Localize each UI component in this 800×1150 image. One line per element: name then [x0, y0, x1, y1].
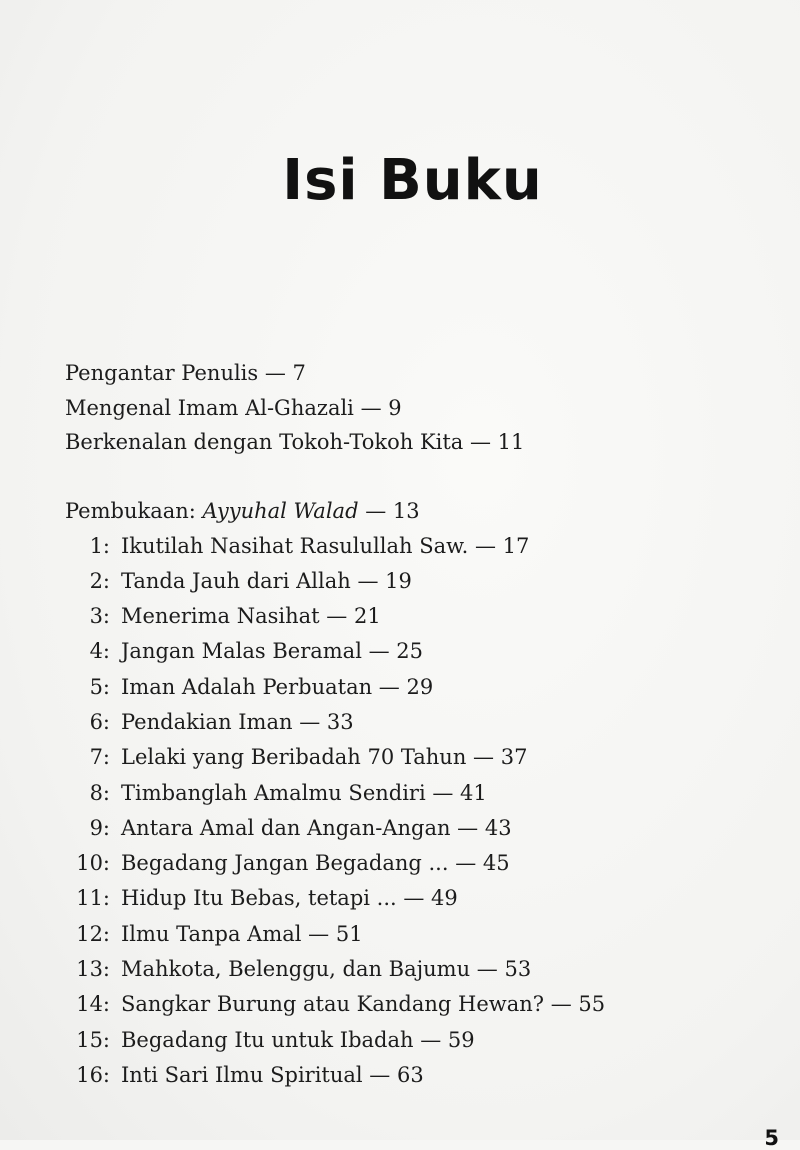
- chapter-title: Ilmu Tanpa Amal: [121, 921, 302, 946]
- chapter-page: 63: [396, 1062, 424, 1087]
- chapter-title: Iman Adalah Perbuatan: [121, 674, 373, 699]
- chapter-text: [110, 776, 487, 811]
- chapter-page: 59: [447, 1027, 475, 1052]
- chapter-page: 45: [482, 851, 510, 876]
- chapter-title: Lelaki yang Beribadah 70 Tahun: [121, 745, 467, 770]
- chapter-page: 37: [500, 745, 528, 770]
- toc-chapter-entry: [65, 776, 765, 811]
- chapter-number: 7:: [89, 745, 110, 770]
- entry-separator: —: [372, 674, 407, 699]
- chapter-number: 16:: [76, 1062, 110, 1087]
- entry-separator: —: [448, 851, 483, 876]
- chapter-text: [110, 705, 354, 740]
- toc-entry-pengantar: [65, 356, 765, 391]
- entry-separator: —: [353, 395, 389, 420]
- chapter-title: Begadang Jangan Begadang ...: [121, 851, 449, 876]
- chapter-number: 3:: [89, 604, 110, 629]
- entry-separator: —: [425, 780, 461, 805]
- toc-chapter-entry: [65, 670, 765, 705]
- entry-separator: —: [470, 957, 505, 982]
- chapter-title: Pendakian Iman: [121, 709, 293, 734]
- chapter-page: 43: [484, 815, 512, 840]
- chapter-number: 8:: [89, 780, 110, 805]
- chapter-number: 12:: [76, 921, 110, 946]
- chapter-page: 17: [502, 533, 530, 558]
- chapter-number: 10:: [76, 851, 110, 876]
- entry-separator: —: [350, 568, 386, 593]
- chapter-text: [110, 1058, 424, 1093]
- page-title: Isi Buku: [282, 148, 543, 213]
- chapter-number: 15:: [76, 1027, 110, 1052]
- chapter-text: [110, 987, 605, 1022]
- entry-separator: —: [301, 921, 336, 946]
- toc-chapter-entry: [65, 846, 765, 881]
- entry-title: Berkenalan dengan Tokoh-Tokoh Kita: [65, 430, 464, 454]
- chapter-number: 5:: [89, 674, 110, 699]
- chapter-title: Begadang Itu untuk Ibadah: [121, 1027, 414, 1052]
- chapter-number: 9:: [89, 815, 110, 840]
- toc-chapter-entry: [65, 634, 765, 669]
- spacer: [65, 460, 765, 495]
- chapter-text: [110, 634, 423, 669]
- entry-separator: —: [463, 430, 498, 454]
- table-of-contents: [65, 356, 765, 1093]
- chapter-page: 29: [406, 674, 434, 699]
- chapter-page: 33: [326, 709, 354, 734]
- entry-page: 7: [292, 361, 306, 385]
- entry-page: 11: [497, 430, 525, 454]
- chapter-number: 13:: [76, 957, 110, 982]
- chapter-title: Hidup Itu Bebas, tetapi ...: [121, 886, 397, 911]
- entry-separator: —: [466, 745, 501, 770]
- page-number: 5: [764, 1126, 779, 1150]
- chapter-title: Tanda Jauh dari Allah: [121, 568, 351, 593]
- chapter-title: Inti Sari Ilmu Spiritual: [121, 1062, 363, 1087]
- entry-title: Pengantar Penulis: [65, 361, 259, 385]
- chapter-number: 4:: [89, 639, 110, 664]
- chapter-text: [110, 917, 363, 952]
- entry-separator: —: [361, 639, 397, 664]
- chapter-text: [110, 952, 531, 987]
- chapter-page: 55: [578, 992, 606, 1017]
- entry-title-prefix: Pembukaan:: [65, 499, 203, 523]
- chapter-number: 1:: [89, 533, 110, 558]
- chapter-page: 19: [385, 568, 412, 593]
- entry-separator: —: [362, 1062, 397, 1087]
- chapter-text: [110, 1023, 475, 1058]
- entry-separator: —: [450, 815, 485, 840]
- toc-chapter-entry: [65, 811, 765, 846]
- entry-title-italic: Ayyuhal Walad: [202, 499, 359, 523]
- entry-page: 9: [388, 395, 402, 420]
- chapter-text: [110, 811, 512, 846]
- chapter-text: [110, 529, 529, 564]
- chapter-page: 21: [353, 604, 381, 629]
- entry-page: 13: [392, 499, 420, 523]
- toc-chapter-entry: [65, 705, 765, 740]
- chapter-text: [110, 881, 458, 916]
- toc-entry-mengenal: [65, 391, 765, 426]
- entry-separator: —: [544, 992, 579, 1017]
- toc-chapter-entry: [65, 952, 765, 987]
- chapter-number: 2:: [89, 568, 110, 593]
- chapter-title: Menerima Nasihat: [121, 604, 320, 629]
- chapter-title: Ikutilah Nasihat Rasulullah Saw.: [121, 533, 469, 558]
- chapter-text: [110, 599, 381, 634]
- chapter-number: 11:: [76, 886, 110, 911]
- toc-chapter-entry: [65, 740, 765, 775]
- entry-title: Mengenal Imam Al-Ghazali: [65, 395, 354, 420]
- entry-separator: —: [413, 1027, 448, 1052]
- toc-chapter-entry: [65, 1058, 765, 1093]
- chapter-page: 49: [431, 886, 458, 911]
- chapter-title: Jangan Malas Beramal: [121, 639, 362, 664]
- chapter-text: [110, 670, 433, 705]
- chapter-page: 51: [335, 921, 363, 946]
- chapter-text: [110, 740, 527, 775]
- chapter-text: [110, 846, 510, 881]
- toc-chapter-entry: [65, 1023, 765, 1058]
- toc-chapter-entry: [65, 599, 765, 634]
- entry-separator: —: [319, 604, 354, 629]
- toc-chapter-entry: [65, 564, 765, 599]
- entry-separator: —: [358, 499, 393, 523]
- entry-separator: —: [292, 709, 327, 734]
- toc-entry-pembukaan: [65, 494, 765, 529]
- chapter-number: 6:: [89, 709, 110, 734]
- chapter-title: Antara Amal dan Angan-Angan: [121, 815, 451, 840]
- toc-entry-berkenalan: [65, 425, 765, 460]
- chapter-title: Sangkar Burung atau Kandang Hewan?: [121, 992, 545, 1017]
- chapter-page: 41: [460, 780, 487, 805]
- toc-chapter-entry: [65, 917, 765, 952]
- chapter-title: Mahkota, Belenggu, dan Bajumu: [121, 957, 471, 982]
- chapter-page: 53: [504, 957, 532, 982]
- chapter-page: 25: [396, 639, 423, 664]
- toc-chapter-entry: [65, 529, 765, 564]
- chapter-list: [65, 529, 765, 1094]
- chapter-text: [110, 564, 412, 599]
- entry-separator: —: [396, 886, 432, 911]
- chapter-number: 14:: [76, 992, 110, 1017]
- entry-separator: —: [258, 361, 293, 385]
- toc-chapter-entry: [65, 987, 765, 1022]
- entry-separator: —: [468, 533, 503, 558]
- chapter-title: Timbanglah Amalmu Sendiri: [121, 780, 426, 805]
- toc-chapter-entry: [65, 881, 765, 916]
